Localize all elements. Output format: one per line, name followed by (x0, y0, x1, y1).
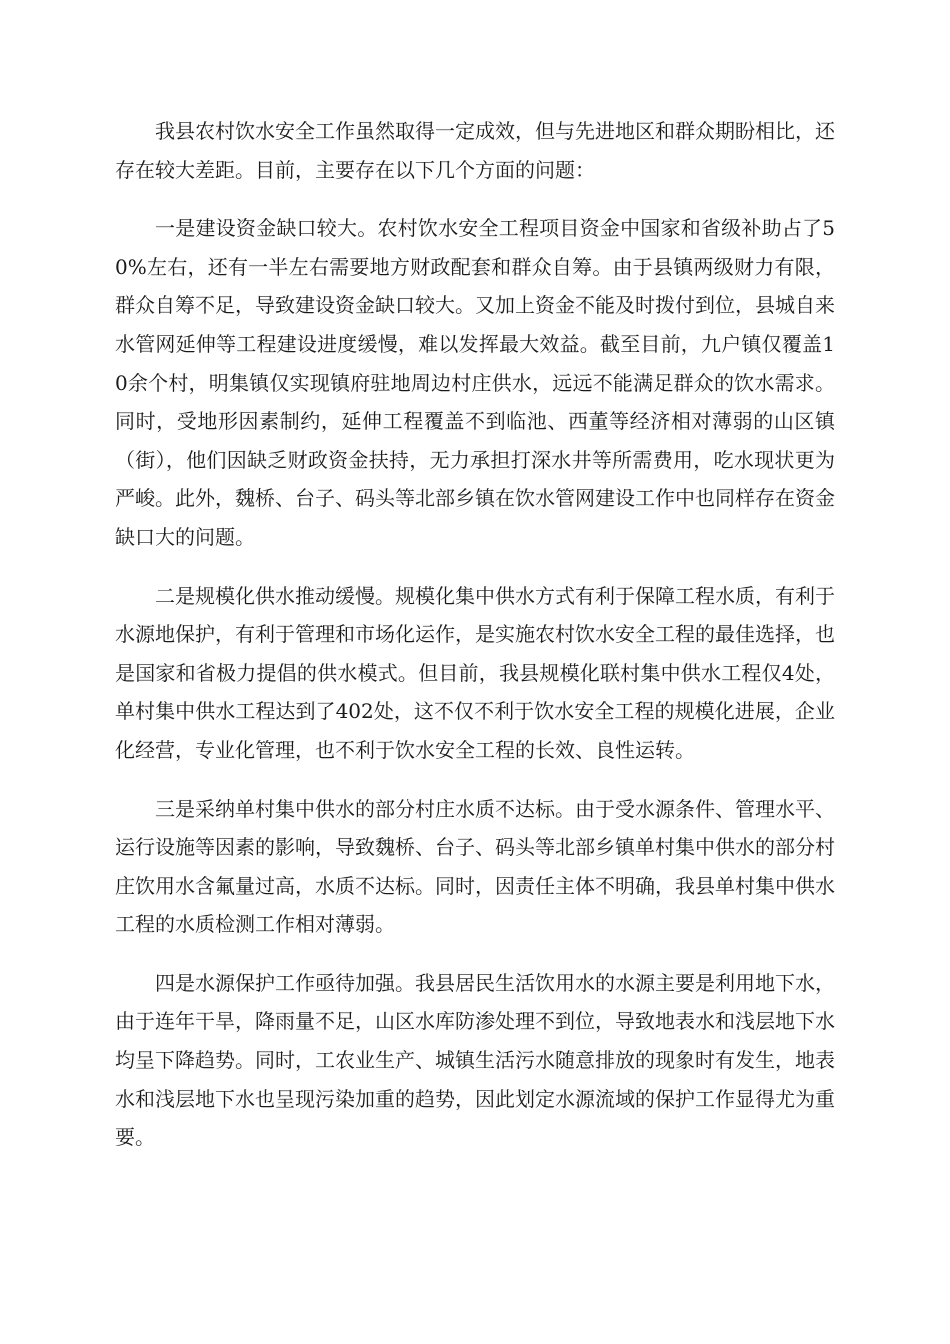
paragraph-funding-gap: 一是建设资金缺口较大。农村饮水安全工程项目资金中国家和省级补助占了50%左右，还有一半左右需要地方财政配套和群众自筹。由于县镇两级财力有限，群众自筹不足，导致建设资金缺口较大。又加上资金不能及时拨付到位，县城自来水管网延伸等工程建设进度缓慢，难以发挥最大效益。截至目前，九户镇仅覆盖10余个村，明集镇仅实现镇府驻地周边村庄供水，远远不能满足群众的饮水需求。同时，受地形因素制约，延伸工程覆盖不到临池、西董等经济相对薄弱的山区镇（街），他们因缺乏财政资金扶持，无力承担打深水井等所需费用，吃水现状更为严峻。此外，魏桥、台子、码头等北部乡镇在饮水管网建设工作中也同样存在资金缺口大的问题。 (115, 216, 835, 549)
paragraph-source-protection: 四是水源保护工作亟待加强。我县居民生活饮用水的水源主要是利用地下水，由于连年干旱，降雨量不足，山区水库防渗处理不到位，导致地表水和浅层地下水均呈下降趋势。同时，工农业生产、城镇生活污水随意排放的现象时有发生，地表水和浅层地下水也呈现污染加重的趋势，因此划定水源流域的保护工作显得尤为重要。 (115, 970, 835, 1150)
document-body (115, 112, 835, 1177)
paragraph-scale-supply: 二是规模化供水推动缓慢。规模化集中供水方式有利于保障工程水质，有利于水源地保护，有利于管理和市场化运作，是实施农村饮水安全工程的最佳选择，也是国家和省极力提倡的供水模式。但目前，我县规模化联村集中供水工程仅4处，单村集中供水工程达到了402处，这不仅不利于饮水安全工程的规模化进展，企业化经营，专业化管理，也不利于饮水安全工程的长效、良性运转。 (115, 583, 835, 762)
paragraph-water-quality: 三是采纳单村集中供水的部分村庄水质不达标。由于受水源条件、管理水平、运行设施等因素的影响，导致魏桥、台子、码头等北部乡镇单村集中供水的部分村庄饮用水含氟量过高，水质不达标。同时，因责任主体不明确，我县单村集中供水工程的水质检测工作相对薄弱。 (115, 796, 835, 937)
paragraph-intro: 我县农村饮水安全工作虽然取得一定成效，但与先进地区和群众期盼相比，还存在较大差距。目前，主要存在以下几个方面的问题： (115, 119, 835, 182)
